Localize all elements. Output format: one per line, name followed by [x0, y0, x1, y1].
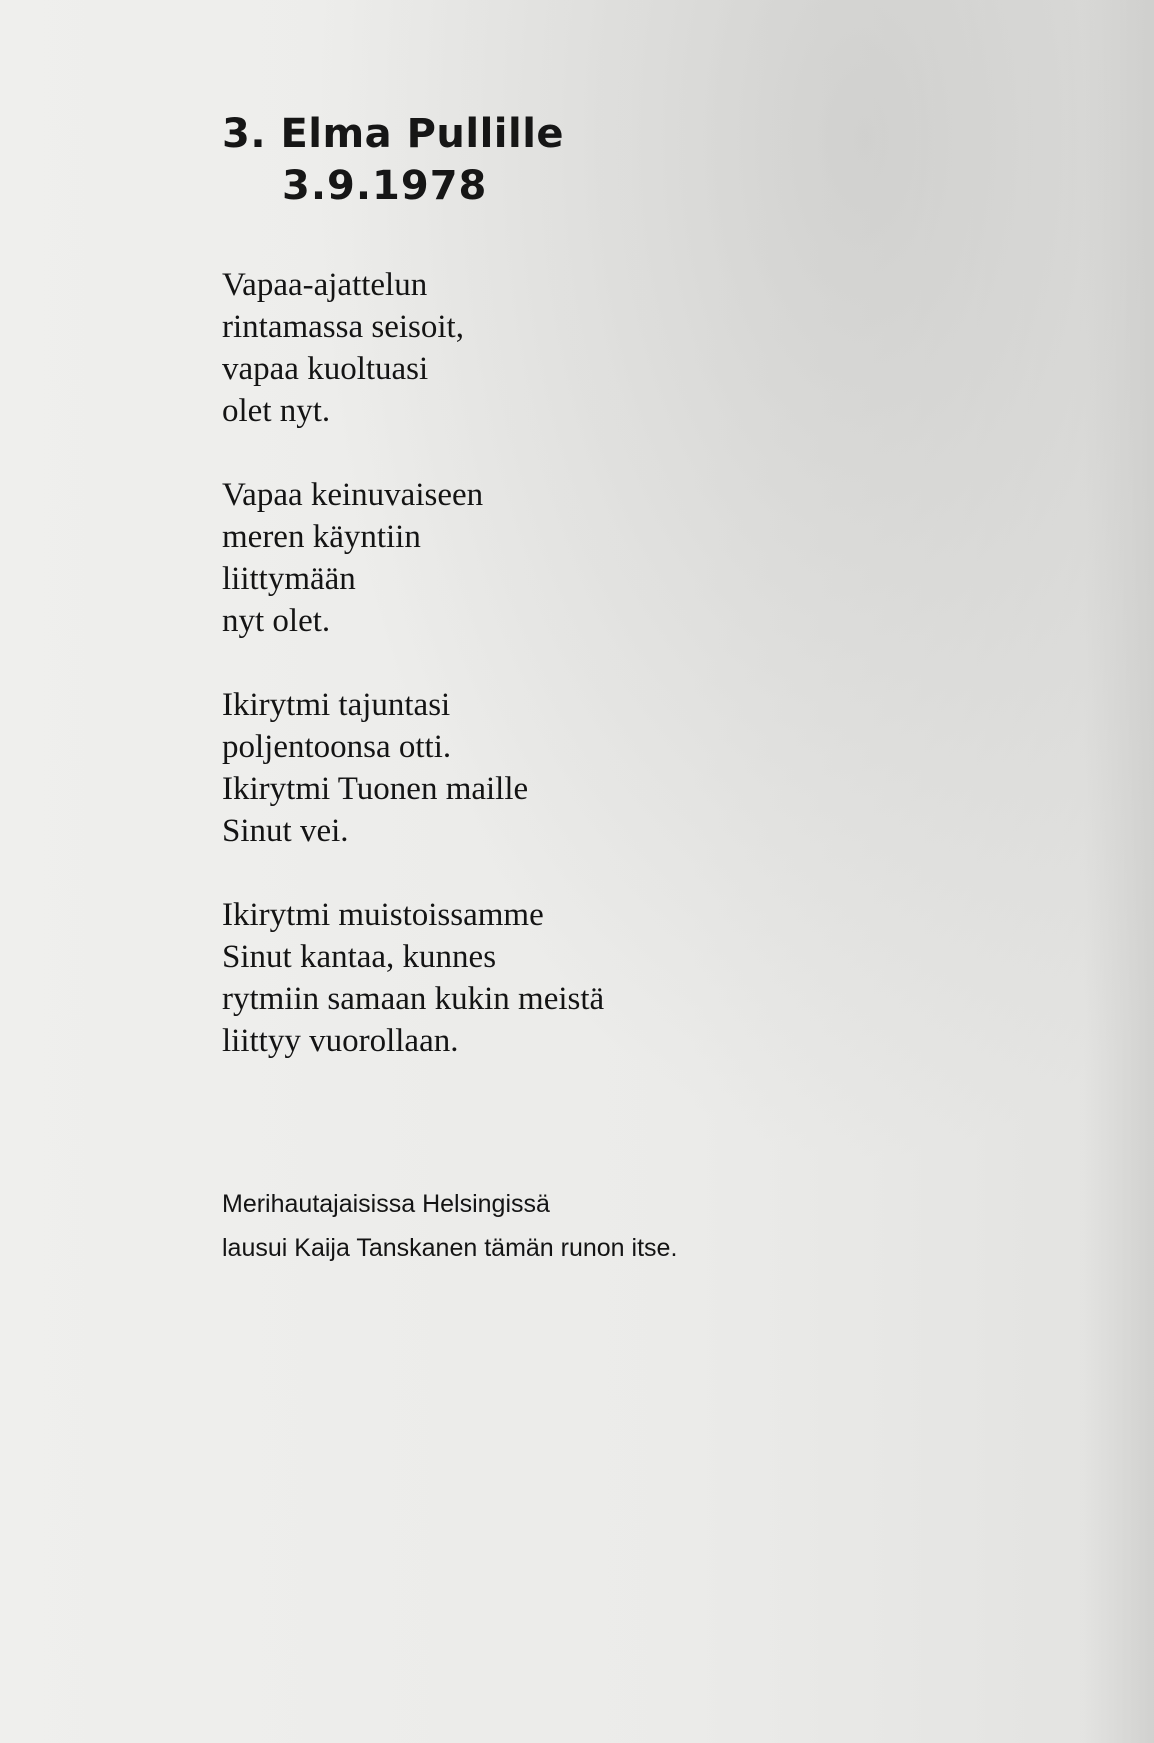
- poem-title: 3. Elma Pullille: [222, 111, 565, 157]
- footnote: [222, 1182, 677, 1270]
- poem-line: Vapaa keinuvaiseen: [222, 477, 484, 513]
- poem-line: Ikirytmi muistoissamme: [222, 897, 544, 933]
- poem-line: Ikirytmi Tuonen maille: [222, 771, 529, 807]
- poem-line: nyt olet.: [222, 603, 331, 639]
- poem-line: Sinut kantaa, kunnes: [222, 939, 497, 975]
- stanza-1: [222, 264, 604, 432]
- poem-body: [222, 264, 604, 1104]
- stanza-3: [222, 684, 604, 852]
- stanza-4: [222, 894, 604, 1062]
- poem-line: vapaa kuoltuasi: [222, 351, 429, 387]
- poem-line: liittyy vuorollaan.: [222, 1023, 459, 1059]
- poem-line: meren käyntiin: [222, 519, 421, 555]
- footnote-line-1: Merihautajaisissa Helsingissä: [222, 1190, 550, 1218]
- poem-date: 3.9.1978: [282, 163, 488, 209]
- poem-line: poljentoonsa otti.: [222, 729, 452, 765]
- poem-line: liittymään: [222, 561, 356, 597]
- page-edge-shadow: [1084, 0, 1154, 1743]
- poem-line: rintamassa seisoit,: [222, 309, 464, 345]
- poem-line: Vapaa-ajattelun: [222, 267, 428, 303]
- footnote-line-2: lausui Kaija Tanskanen tämän runon itse.: [222, 1234, 678, 1262]
- poem-line: olet nyt.: [222, 393, 331, 429]
- poem-line: rytmiin samaan kukin meistä: [222, 981, 605, 1017]
- poem-heading: [222, 108, 564, 212]
- stanza-2: [222, 474, 604, 642]
- poem-line: Ikirytmi tajuntasi: [222, 687, 451, 723]
- poem-line: Sinut vei.: [222, 813, 349, 849]
